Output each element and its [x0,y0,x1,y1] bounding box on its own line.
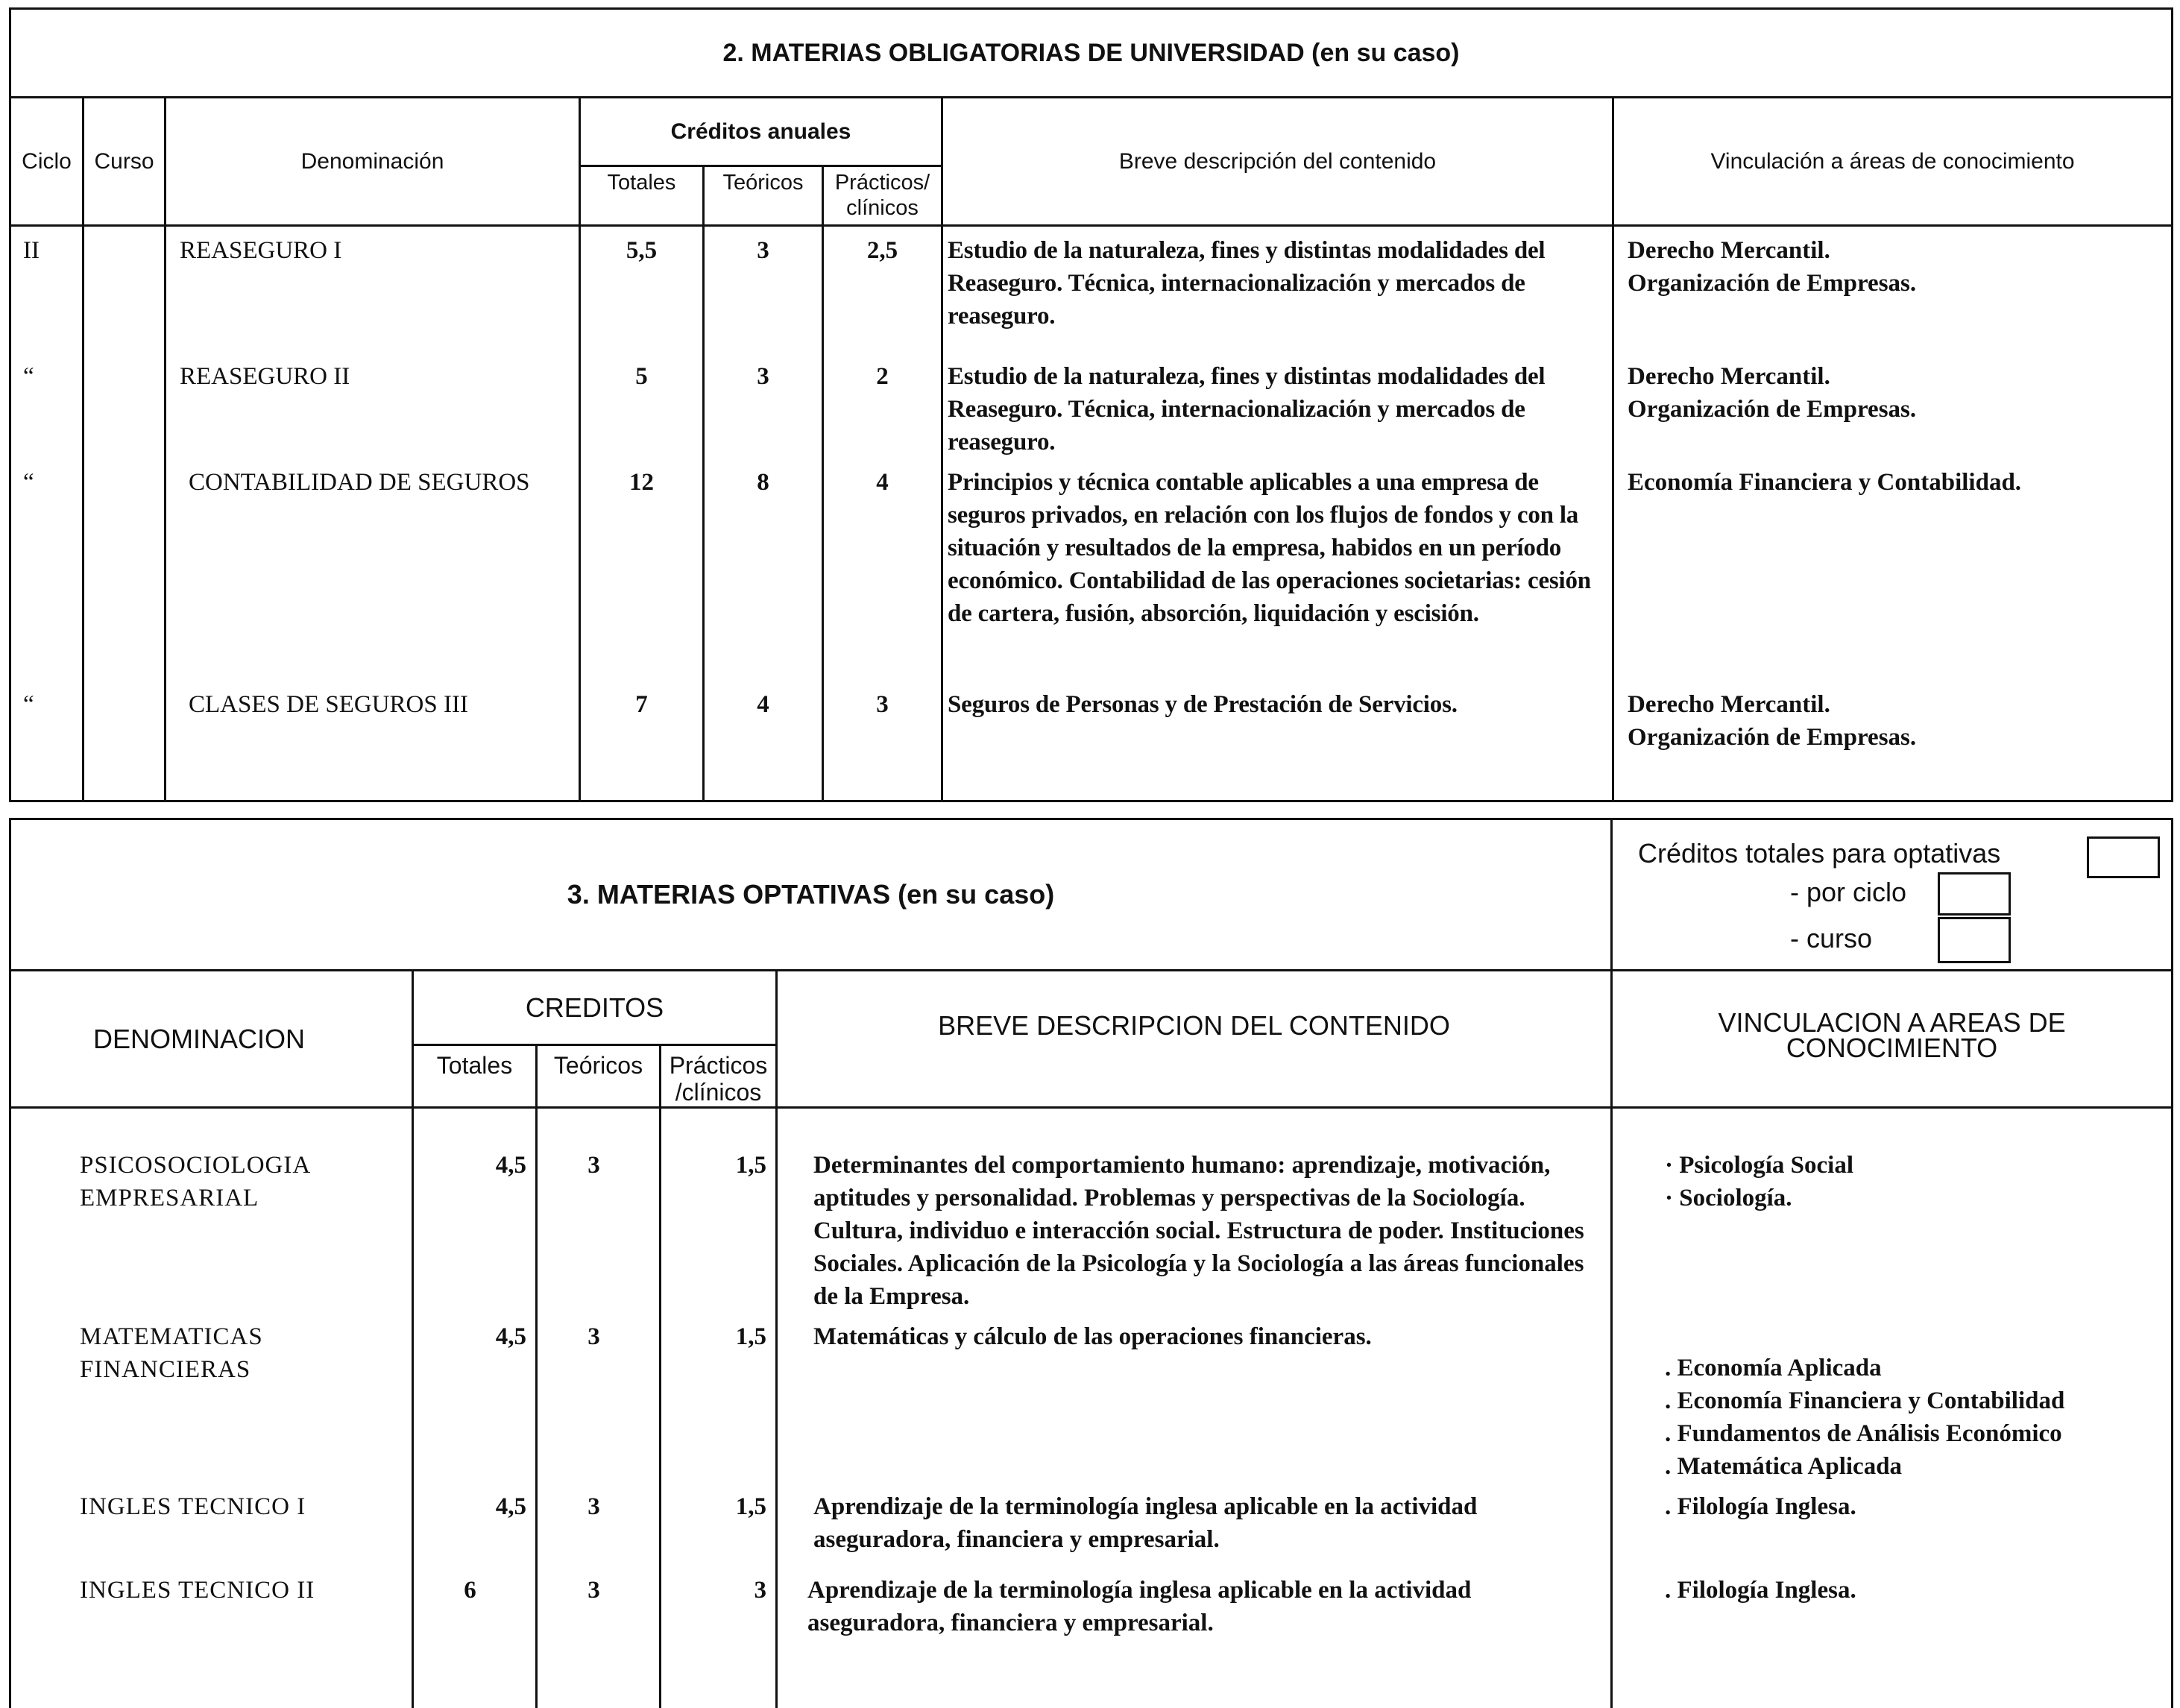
cell-descripcion: Aprendizaje de la terminología inglesa aplicable en la actividad aseguradora, financiera y empresarial. [777,1566,1612,1708]
cell-areas: · Psicología Social · Sociología. [1612,1108,2173,1314]
cell-practicos: 3 [823,681,942,801]
por-ciclo-label: - por ciclo [1790,877,1907,907]
cell-curso [84,458,166,681]
cell-curso [84,353,166,458]
cell-teoricos: 3 [704,226,823,353]
header-vinculacion: Vinculación a áreas de conocimiento [1613,98,2173,226]
cell-areas: Economía Financiera y Contabilidad. [1613,458,2173,681]
cell-totales: 12 [580,458,704,681]
cell-descripcion: Seguros de Personas y de Prestación de Servicios. [942,681,1613,801]
cell-totales: 6 [413,1566,537,1708]
cell-practicos: 4 [823,458,942,681]
header-creditos: CREDITOS [413,971,777,1045]
cell-teoricos: 3 [537,1483,661,1566]
cell-curso [84,681,166,801]
materias-optativas-table [9,818,2173,1708]
table-row [10,226,2173,353]
header-curso: Curso [84,98,166,226]
table-row [10,1108,2173,1314]
cell-totales: 5 [580,353,704,458]
table-row [10,1483,2173,1566]
cell-descripcion: Estudio de la naturaleza, fines y distintas modalidades del Reaseguro. Técnica, internacionalización y mercados de reaseguro. [942,353,1613,458]
cell-ciclo: “ [10,681,84,801]
table-row [10,1566,2173,1708]
cell-denominacion: REASEGURO I [166,226,580,353]
cell-descripcion: Determinantes del comportamiento humano: aprendizaje, motivación, aptitudes y personalidad. Problemas y perspectivas de la Sociología. Cultura, individuo e interacción social. Estructura de poder. Instituciones Sociales. Aplicación de la Psicología y la Sociología a las áreas funcionales de la Empresa. [777,1108,1612,1314]
cell-areas: . Filología Inglesa. [1612,1483,2173,1566]
cell-areas: . Economía Aplicada . Economía Financiera y Contabilidad . Fundamentos de Análisis Económico . Matemática Aplicada [1612,1313,2173,1483]
header-teoricos: Teóricos [537,1045,661,1108]
cell-denominacion: CONTABILIDAD DE SEGUROS [166,458,580,681]
header-vinculacion: VINCULACION A AREAS DE CONOCIMIENTO [1612,971,2173,1108]
cell-denominacion: MATEMATICAS FINANCIERAS [10,1313,413,1483]
cell-totales: 4,5 [413,1108,537,1314]
cell-practicos: 3 [661,1566,777,1708]
cell-areas: . Filología Inglesa. [1612,1566,2173,1708]
cell-teoricos: 3 [537,1313,661,1483]
header-practicos: Prácticos/ clínicos [823,166,942,226]
cell-totales: 5,5 [580,226,704,353]
header-practicos: Prácticos /clínicos [661,1045,777,1108]
cell-teoricos: 3 [704,353,823,458]
curso-input[interactable] [1938,917,2011,963]
table-row [10,458,2173,681]
cell-practicos: 2 [823,353,942,458]
creditos-totales-input[interactable] [2087,836,2160,878]
header-denominacion: Denominación [166,98,580,226]
cell-denominacion: INGLES TECNICO I [10,1483,413,1566]
cell-totales: 4,5 [413,1483,537,1566]
cell-descripcion: Principios y técnica contable aplicables a una empresa de seguros privados, en relación con los flujos de fondos y con la situación y resultados de la empresa, habidos en un período económico. Contabilidad de las operaciones societarias: cesión de cartera, fusión, absorción, liquidación y escisión. [942,458,1613,681]
cell-denominacion: CLASES DE SEGUROS III [166,681,580,801]
cell-areas: Derecho Mercantil. Organización de Empresas. [1613,681,2173,801]
curso-label: - curso [1790,923,1873,954]
header-descripcion: BREVE DESCRIPCION DEL CONTENIDO [777,971,1612,1108]
header-teoricos: Teóricos [704,166,823,226]
cell-ciclo: “ [10,353,84,458]
cell-denominacion: REASEGURO II [166,353,580,458]
creditos-totales-box [1612,819,2173,971]
cell-areas: Derecho Mercantil. Organización de Empresas. [1613,353,2173,458]
cell-practicos: 2,5 [823,226,942,353]
cell-descripcion: Estudio de la naturaleza, fines y distintas modalidades del Reaseguro. Técnica, internacionalización y mercados de reaseguro. [942,226,1613,353]
section2-title: 2. MATERIAS OBLIGATORIAS DE UNIVERSIDAD (en su caso) [10,9,2173,98]
header-descripcion: Breve descripción del contenido [942,98,1613,226]
creditos-totales-label: Créditos totales para optativas [1638,838,2001,869]
header-totales: Totales [413,1045,537,1108]
cell-practicos: 1,5 [661,1313,777,1483]
header-denominacion: DENOMINACION [10,971,413,1108]
cell-teoricos: 3 [537,1566,661,1708]
cell-descripcion: Aprendizaje de la terminología inglesa aplicable en la actividad aseguradora, financiera y empresarial. [777,1483,1612,1566]
cell-teoricos: 4 [704,681,823,801]
header-totales: Totales [580,166,704,226]
cell-curso [84,226,166,353]
cell-ciclo: II [10,226,84,353]
section3-title: 3. MATERIAS OPTATIVAS (en su caso) [10,819,1612,971]
cell-ciclo: “ [10,458,84,681]
cell-teoricos: 8 [704,458,823,681]
materias-obligatorias-table [9,7,2173,802]
cell-practicos: 1,5 [661,1483,777,1566]
cell-practicos: 1,5 [661,1108,777,1314]
cell-denominacion: PSICOSOCIOLOGIA EMPRESARIAL [10,1108,413,1314]
table-row [10,681,2173,801]
por-ciclo-input[interactable] [1938,872,2011,916]
table-row [10,353,2173,458]
cell-denominacion: INGLES TECNICO II [10,1566,413,1708]
cell-totales: 4,5 [413,1313,537,1483]
header-creditos-anuales: Créditos anuales [580,98,942,166]
cell-teoricos: 3 [537,1108,661,1314]
cell-totales: 7 [580,681,704,801]
cell-descripcion: Matemáticas y cálculo de las operaciones financieras. [777,1313,1612,1483]
header-ciclo: Ciclo [10,98,84,226]
table-row [10,1313,2173,1483]
cell-areas: Derecho Mercantil. Organización de Empresas. [1613,226,2173,353]
